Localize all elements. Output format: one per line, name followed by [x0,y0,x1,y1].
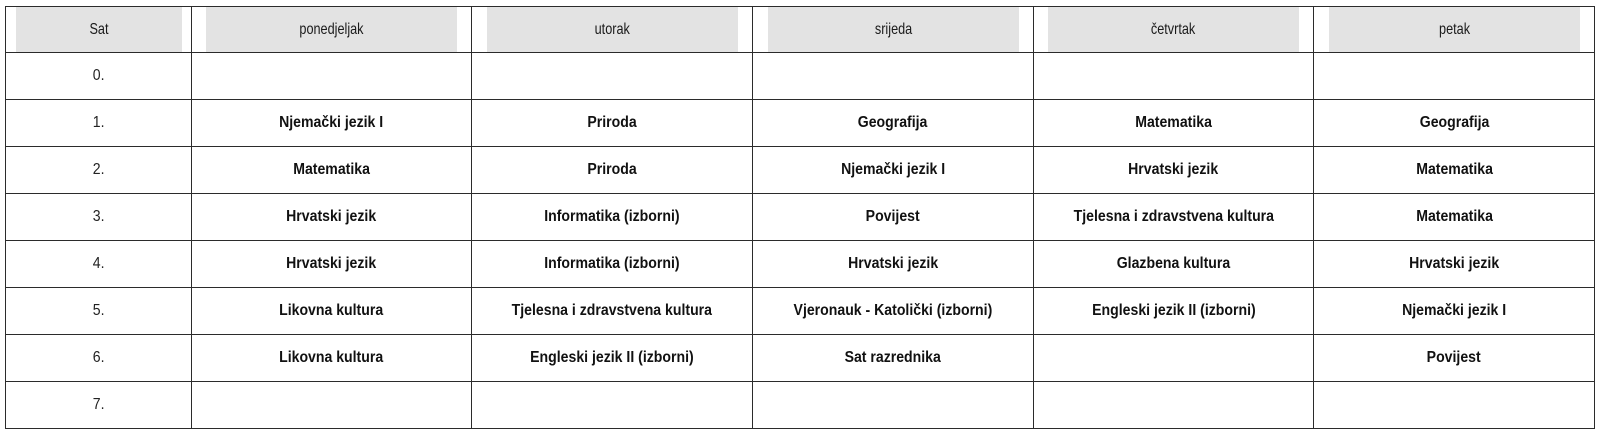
hour-cell: 6. [6,335,192,382]
header-thursday: četvrtak [1047,7,1300,53]
subject-cell: Njemački jezik I [191,100,472,147]
table-row [6,335,1595,382]
subject-cell: Njemački jezik I [753,147,1034,194]
subject-cell [1314,382,1595,429]
subject-cell [753,382,1034,429]
subject-cell: Engleski jezik II (izborni) [472,335,753,382]
subject-cell: Povijest [1314,335,1595,382]
subject-cell [191,382,472,429]
subject-cell: Priroda [472,100,753,147]
timetable-body [6,53,1595,429]
table-row [6,147,1595,194]
hour-cell: 1. [6,100,192,147]
subject-cell: Hrvatski jezik [191,194,472,241]
subject-cell [1033,53,1314,100]
subject-cell [1314,53,1595,100]
header-tuesday: utorak [486,7,739,53]
subject-cell: Hrvatski jezik [753,241,1034,288]
hour-cell: 0. [6,53,192,100]
subject-cell [1033,382,1314,429]
subject-cell [1033,335,1314,382]
subject-cell: Matematika [1314,194,1595,241]
table-row [6,382,1595,429]
hour-cell: 2. [6,147,192,194]
table-row [6,241,1595,288]
subject-cell: Hrvatski jezik [1314,241,1595,288]
subject-cell: Priroda [472,147,753,194]
subject-cell: Matematika [1314,147,1595,194]
hour-cell: 3. [6,194,192,241]
header-monday: ponedjeljak [205,7,458,53]
subject-cell: Likovna kultura [191,335,472,382]
table-row [6,194,1595,241]
timetable [5,6,1595,429]
table-row [6,100,1595,147]
subject-cell: Geografija [753,100,1034,147]
header-friday: petak [1328,7,1581,53]
subject-cell: Vjeronauk - Katolički (izborni) [753,288,1034,335]
subject-cell: Geografija [1314,100,1595,147]
subject-cell: Matematika [1033,100,1314,147]
table-row [6,288,1595,335]
header-row [6,7,1595,53]
subject-cell [753,53,1034,100]
subject-cell: Matematika [191,147,472,194]
subject-cell: Engleski jezik II (izborni) [1033,288,1314,335]
subject-cell: Hrvatski jezik [191,241,472,288]
subject-cell: Tjelesna i zdravstvena kultura [1033,194,1314,241]
subject-cell [472,382,753,429]
hour-cell: 4. [6,241,192,288]
subject-cell: Glazbena kultura [1033,241,1314,288]
subject-cell: Informatika (izborni) [472,194,753,241]
header-wednesday: srijeda [767,7,1020,53]
subject-cell: Informatika (izborni) [472,241,753,288]
subject-cell [472,53,753,100]
subject-cell: Hrvatski jezik [1033,147,1314,194]
subject-cell: Povijest [753,194,1034,241]
subject-cell: Sat razrednika [753,335,1034,382]
subject-cell: Njemački jezik I [1314,288,1595,335]
header-hour: Sat [15,7,182,53]
subject-cell: Likovna kultura [191,288,472,335]
hour-cell: 5. [6,288,192,335]
hour-cell: 7. [6,382,192,429]
subject-cell [191,53,472,100]
table-row [6,53,1595,100]
subject-cell: Tjelesna i zdravstvena kultura [472,288,753,335]
